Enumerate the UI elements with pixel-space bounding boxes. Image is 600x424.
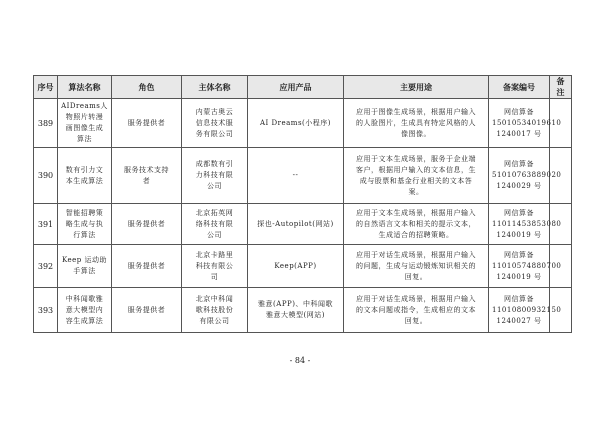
header-entity: 主体名称 <box>182 76 248 99</box>
row-entity: 北京卡路里 科技有限公 司 <box>182 245 248 288</box>
header-note: 备注 <box>550 76 572 99</box>
row-purpose: 应用于文本生成场景，服务于企业端 客户，根据用户输入的文本信息，生 成与股票和基金行业相关的文本答 案。 <box>344 148 489 204</box>
row-product: 探也-Autopilot(网站) <box>248 204 344 245</box>
row-record: 网信算备 11010800932150 1240027 号 <box>489 288 550 333</box>
row-product: Keep(APP) <box>248 245 344 288</box>
filing-table <box>33 75 572 333</box>
row-entity: 内蒙古奥云 信息技术服 务有限公司 <box>182 99 248 148</box>
table-row <box>34 245 572 288</box>
row-purpose: 应用于图像生成场景，根据用户输入 的人脸图片，生成具有特定风格的人 像图像。 <box>344 99 489 148</box>
row-purpose: 应用于对话生成场景，根据用户输入 的文本问题或指令，生成相应的文本 回复。 <box>344 288 489 333</box>
table-row <box>34 99 572 148</box>
row-record: 网信算备 15010534019610 1240017 号 <box>489 99 550 148</box>
row-entity: 成都数有引 力科技有限 公司 <box>182 148 248 204</box>
row-algorithm: 数有引力文 本生成算法 <box>58 148 112 204</box>
header-role: 角色 <box>112 76 182 99</box>
row-algorithm: AIDreams人 物照片转漫 画图像生成 算法 <box>58 99 112 148</box>
row-algorithm: Keep 运动助 手算法 <box>58 245 112 288</box>
row-record: 网信算备 11010574880700 1240019 号 <box>489 245 550 288</box>
header-row <box>34 76 572 99</box>
row-product: -- <box>248 148 344 204</box>
row-entity: 北京中科闻 歌科技股份 有限公司 <box>182 288 248 333</box>
row-algorithm: 中科闻歌雅 意大模型内 容生成算法 <box>58 288 112 333</box>
row-role: 服务提供者 <box>112 245 182 288</box>
row-product: 雅意(APP)、中科闻歌 雅意大模型(网站) <box>248 288 344 333</box>
row-record: 网信算备 11011453853080 1240019 号 <box>489 204 550 245</box>
row-no: 391 <box>34 204 58 245</box>
row-algorithm: 智能招聘策 略生成与执 行算法 <box>58 204 112 245</box>
header-no: 序号 <box>34 76 58 99</box>
row-product: AI Dreams(小程序) <box>248 99 344 148</box>
table-row <box>34 204 572 245</box>
row-role: 服务提供者 <box>112 204 182 245</box>
row-no: 393 <box>34 288 58 333</box>
table-row <box>34 148 572 204</box>
row-no: 392 <box>34 245 58 288</box>
row-role: 服务提供者 <box>112 288 182 333</box>
header-purpose: 主要用途 <box>344 76 489 99</box>
header-record: 备案编号 <box>489 76 550 99</box>
row-purpose: 应用于对话生成场景，根据用户输入 的问题，生成与运动锻炼知识相关的 回复。 <box>344 245 489 288</box>
table-row <box>34 288 572 333</box>
row-record: 网信算备 51010763889020 1240029 号 <box>489 148 550 204</box>
header-algorithm: 算法名称 <box>58 76 112 99</box>
row-role: 服务技术支持 者 <box>112 148 182 204</box>
row-role: 服务提供者 <box>112 99 182 148</box>
row-no: 389 <box>34 99 58 148</box>
row-purpose: 应用于文本生成场景，根据用户输入 的自然语言文本和相关的提示文本， 生成适合的招聘策略。 <box>344 204 489 245</box>
page-number: - 84 - <box>289 356 311 365</box>
header-product: 应用产品 <box>248 76 344 99</box>
row-no: 390 <box>34 148 58 204</box>
row-entity: 北京拓英网 络科技有限 公司 <box>182 204 248 245</box>
